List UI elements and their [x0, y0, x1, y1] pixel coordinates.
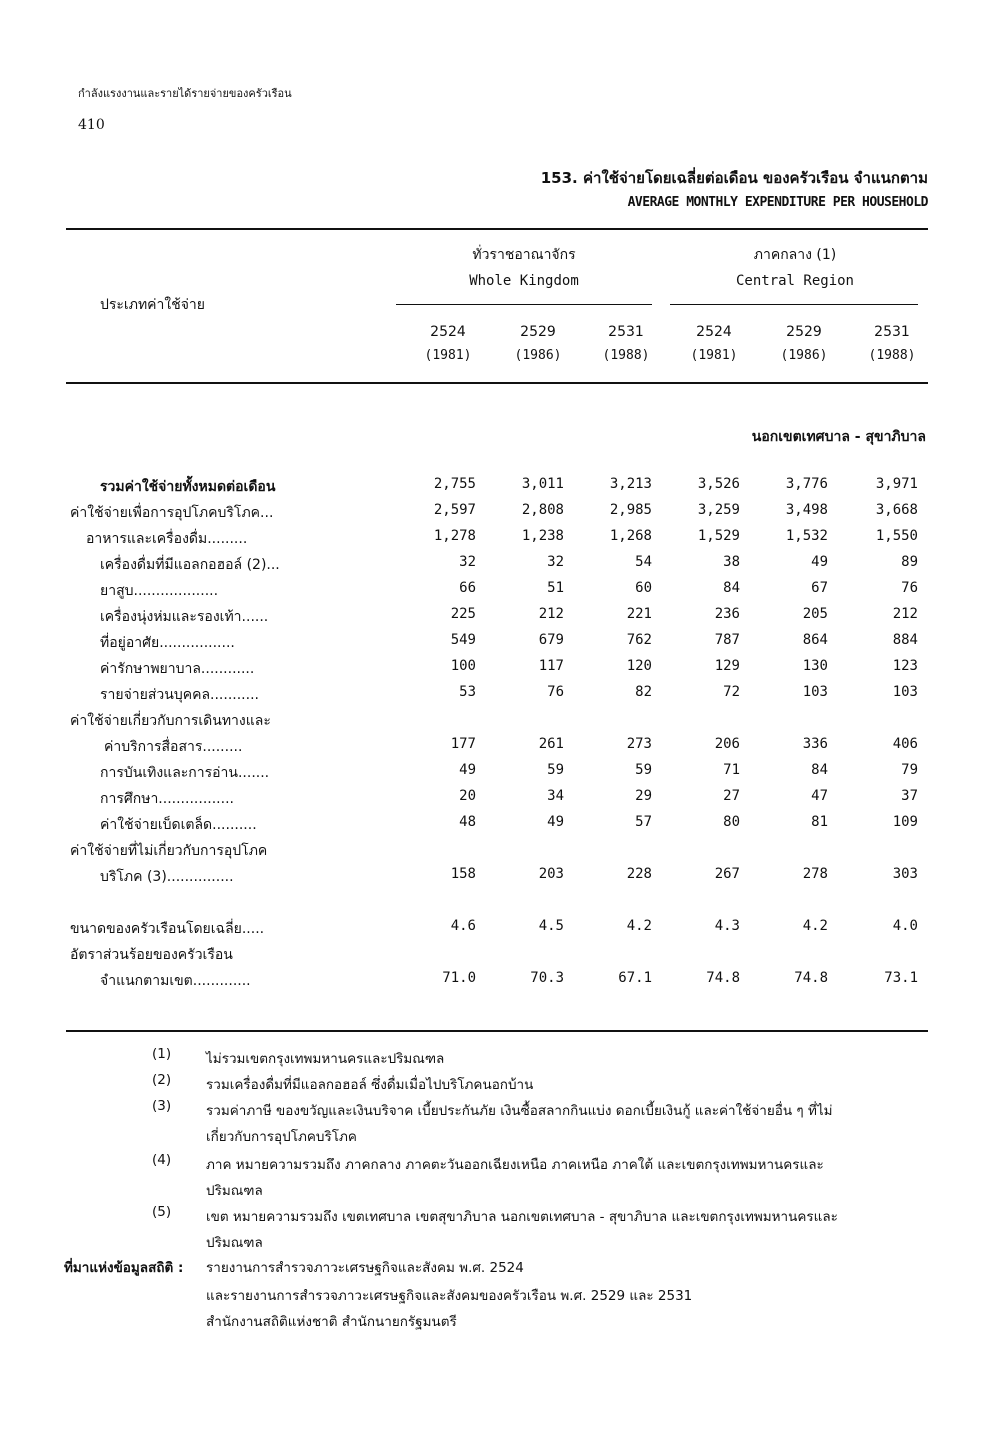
table-cell: 74.8: [706, 970, 740, 986]
table-cell: 221: [626, 606, 652, 622]
table-cell: 2,597: [433, 502, 476, 518]
row-label: ค่ารักษาพยาบาล............: [100, 661, 255, 677]
source-line: รายงานการสำรวจภาวะเศรษฐกิจและสังคม พ.ศ. 2524: [206, 1260, 524, 1276]
table-cell: 73.1: [884, 970, 918, 986]
year-ce: (1981): [690, 348, 738, 363]
table-cell: 84: [723, 580, 740, 596]
footnote-number: (4): [152, 1152, 172, 1168]
table-row: [0, 632, 990, 658]
year-ce: (1981): [424, 348, 472, 363]
table-cell: 123: [892, 658, 918, 674]
table-cell: 4.3: [714, 918, 740, 934]
row-label: ขนาดของครัวเรือนโดยเฉลี่ย.....: [70, 921, 265, 937]
table-cell: 4.5: [538, 918, 564, 934]
row-label: บริโภค (3)...............: [100, 869, 234, 885]
table-cell: 225: [450, 606, 476, 622]
table-title-english: AVERAGE MONTHLY EXPENDITURE PER HOUSEHOLD: [627, 195, 928, 210]
table-cell: 47: [811, 788, 828, 804]
table-title-thai: 153. ค่าใช้จ่ายโดยเฉลี่ยต่อเดือน ของครัวเรือน จำแนกตาม: [540, 169, 928, 187]
table-cell: 3,498: [785, 502, 828, 518]
footnote-text: เขต หมายความรวมถึง เขตเทศบาล เขตสุขาภิบาล นอกเขตเทศบาล - สุขาภิบาล และเขตกรุงเทพมหานครและปริมณฑล: [206, 1209, 838, 1251]
group-header-english: Whole Kingdom: [469, 273, 579, 289]
table-cell: 117: [538, 658, 564, 674]
footnote-number: (1): [152, 1046, 172, 1062]
table-row: [0, 684, 990, 710]
table-cell: 49: [547, 814, 564, 830]
row-label: การบันเทิงและการอ่าน.......: [100, 765, 270, 781]
group-header-central-region: [670, 242, 920, 294]
table-cell: 1,532: [785, 528, 828, 544]
table-cell: 273: [626, 736, 652, 752]
table-cell: 57: [635, 814, 652, 830]
year-be: 2529: [786, 324, 822, 340]
column-header: [764, 320, 844, 368]
year-ce: (1988): [602, 348, 650, 363]
table-cell: 884: [892, 632, 918, 648]
source-label: ที่มาแห่งข้อมูลสถิติ :: [64, 1260, 184, 1276]
table-cell: 82: [635, 684, 652, 700]
footnote-text: รวมเครื่องดื่มที่มีแอลกอฮอล์ ซึ่งดื่มเมื่อไปบริโภคนอกบ้าน: [206, 1077, 534, 1093]
table-cell: 3,776: [785, 476, 828, 492]
table-cell: 2,755: [433, 476, 476, 492]
table-cell: 81: [811, 814, 828, 830]
table-cell: 120: [626, 658, 652, 674]
table-cell: 70.3: [530, 970, 564, 986]
source-line: และรายงานการสำรวจภาวะเศรษฐกิจและสังคมของครัวเรือน พ.ศ. 2529 และ 2531: [206, 1288, 693, 1304]
year-be: 2531: [874, 324, 910, 340]
group-header-whole-kingdom: [394, 242, 654, 294]
table-cell: 67: [811, 580, 828, 596]
table-cell: 3,259: [697, 502, 740, 518]
table-cell: 406: [892, 736, 918, 752]
table-row: [0, 736, 990, 762]
table-cell: 32: [459, 554, 476, 570]
table-row: [0, 944, 990, 970]
table-cell: 2,985: [609, 502, 652, 518]
group-header-thai: ภาคกลาง (1): [753, 247, 837, 263]
row-label: รายจ่ายส่วนบุคคล...........: [100, 687, 259, 703]
table-cell: 4.0: [892, 918, 918, 934]
table-cell: 59: [547, 762, 564, 778]
table-cell: 236: [714, 606, 740, 622]
table-cell: 1,550: [875, 528, 918, 544]
year-ce: (1988): [868, 348, 916, 363]
table-row: [0, 840, 990, 866]
table-cell: 158: [450, 866, 476, 882]
table-cell: 29: [635, 788, 652, 804]
table-cell: 49: [459, 762, 476, 778]
row-label: อาหารและเครื่องดื่ม.........: [86, 531, 248, 547]
group-rule-whole-kingdom: [396, 304, 652, 305]
table-cell: 66: [459, 580, 476, 596]
table-cell: 38: [723, 554, 740, 570]
table-cell: 100: [450, 658, 476, 674]
year-ce: (1986): [780, 348, 828, 363]
table-cell: 84: [811, 762, 828, 778]
source-line: สำนักงานสถิติแห่งชาติ สำนักนายกรัฐมนตรี: [206, 1314, 457, 1330]
table-cell: 71: [723, 762, 740, 778]
table-cell: 79: [901, 762, 918, 778]
table-cell: 53: [459, 684, 476, 700]
column-header: [586, 320, 666, 368]
table-cell: 67.1: [618, 970, 652, 986]
table-cell: 49: [811, 554, 828, 570]
table-cell: 109: [892, 814, 918, 830]
table-cell: 4.6: [450, 918, 476, 934]
top-rule: [66, 228, 928, 230]
table-row: [0, 814, 990, 840]
footnote-text: ภาค หมายความรวมถึง ภาคกลาง ภาคตะวันออกเฉียงเหนือ ภาคเหนือ ภาคใต้ และเขตกรุงเทพมหานครและปริมณฑล: [206, 1157, 824, 1199]
row-label: เครื่องดื่มที่มีแอลกอฮอล์ (2)...: [100, 557, 280, 573]
footnote-text: ไม่รวมเขตกรุงเทพมหานครและปริมณฑล: [206, 1051, 445, 1067]
table-cell: 34: [547, 788, 564, 804]
footnote-text: รวมค่าภาษี ของขวัญและเงินบริจาค เบี้ยประกันภัย เงินซื้อสลากกินแบ่ง ดอกเบี้ยเงินกู้ และค่าใช้จ่ายอื่น ๆ ที่ไม่เกี่ยวกับการอุปโภคบริโภค: [206, 1103, 833, 1145]
row-label: ค่าใช้จ่ายเบ็ดเตล็ด..........: [100, 817, 257, 833]
table-cell: 206: [714, 736, 740, 752]
row-label: ยาสูบ...................: [100, 583, 219, 599]
table-cell: 71.0: [442, 970, 476, 986]
table-cell: 80: [723, 814, 740, 830]
year-be: 2531: [608, 324, 644, 340]
table-row: [0, 554, 990, 580]
table-cell: 76: [547, 684, 564, 700]
table-cell: 278: [802, 866, 828, 882]
table-cell: 74.8: [794, 970, 828, 986]
table-cell: 60: [635, 580, 652, 596]
table-cell: 261: [538, 736, 564, 752]
table-cell: 20: [459, 788, 476, 804]
table-cell: 76: [901, 580, 918, 596]
table-cell: 1,268: [609, 528, 652, 544]
row-label: เครื่องนุ่งห่มและรองเท้า......: [100, 609, 269, 625]
table-cell: 212: [538, 606, 564, 622]
table-cell: 89: [901, 554, 918, 570]
table-cell: 3,011: [521, 476, 564, 492]
table-cell: 103: [802, 684, 828, 700]
table-row: [0, 476, 990, 502]
row-label: ค่าใช้จ่ายเกี่ยวกับการเดินทางและ: [70, 713, 271, 729]
table-cell: 1,278: [433, 528, 476, 544]
table-cell: 37: [901, 788, 918, 804]
row-label: ที่อยู่อาศัย.................: [100, 635, 235, 651]
column-header: [852, 320, 932, 368]
page-number: 410: [78, 117, 105, 133]
table-cell: 3,971: [875, 476, 918, 492]
table-row: [0, 658, 990, 684]
table-cell: 1,238: [521, 528, 564, 544]
table-cell: 48: [459, 814, 476, 830]
table-cell: 177: [450, 736, 476, 752]
table-cell: 1,529: [697, 528, 740, 544]
table-row: [0, 710, 990, 736]
table-row: [0, 788, 990, 814]
table-row: [0, 866, 990, 892]
table-cell: 129: [714, 658, 740, 674]
header-bottom-rule: [66, 382, 928, 384]
table-cell: 103: [892, 684, 918, 700]
table-cell: 4.2: [626, 918, 652, 934]
footnote-number: (5): [152, 1204, 172, 1220]
table-cell: 267: [714, 866, 740, 882]
row-label: จำแนกตามเขต.............: [100, 973, 251, 989]
stub-header: ประเภทค่าใช้จ่าย: [100, 297, 205, 313]
table-row: [0, 762, 990, 788]
row-label: ค่าใช้จ่ายเพื่อการอุปโภคบริโภค...: [70, 505, 274, 521]
footnote-number: (2): [152, 1072, 172, 1088]
area-subtitle: นอกเขตเทศบาล - สุขาภิบาล: [751, 429, 926, 445]
table-cell: 303: [892, 866, 918, 882]
table-row: [0, 502, 990, 528]
row-label: การศึกษา.................: [100, 791, 234, 807]
running-title: กำลังแรงงานและรายได้รายจ่ายของครัวเรือน: [78, 87, 292, 100]
group-header-thai: ทั่วราชอาณาจักร: [472, 247, 576, 263]
table-cell: 3,668: [875, 502, 918, 518]
table-cell: 787: [714, 632, 740, 648]
table-cell: 336: [802, 736, 828, 752]
table-cell: 3,526: [697, 476, 740, 492]
table-cell: 549: [450, 632, 476, 648]
table-row: [0, 580, 990, 606]
group-rule-central-region: [670, 304, 918, 305]
table-row: [0, 528, 990, 554]
table-cell: 130: [802, 658, 828, 674]
column-header: [498, 320, 578, 368]
table-cell: 228: [626, 866, 652, 882]
year-be: 2524: [430, 324, 466, 340]
table-cell: 3,213: [609, 476, 652, 492]
table-cell: 72: [723, 684, 740, 700]
row-label: ค่าใช้จ่ายที่ไม่เกี่ยวกับการอุปโภค: [70, 843, 268, 859]
column-header: [408, 320, 488, 368]
table-cell: 203: [538, 866, 564, 882]
table-row: [0, 970, 990, 996]
table-row: [0, 918, 990, 944]
table-cell: 679: [538, 632, 564, 648]
table-cell: 762: [626, 632, 652, 648]
table-row: [0, 606, 990, 632]
table-cell: 51: [547, 580, 564, 596]
year-be: 2529: [520, 324, 556, 340]
row-label: รวมค่าใช้จ่ายทั้งหมดต่อเดือน: [100, 479, 276, 495]
year-ce: (1986): [514, 348, 562, 363]
table-cell: 54: [635, 554, 652, 570]
table-cell: 4.2: [802, 918, 828, 934]
year-be: 2524: [696, 324, 732, 340]
table-cell: 205: [802, 606, 828, 622]
table-cell: 59: [635, 762, 652, 778]
table-cell: 864: [802, 632, 828, 648]
footnote-number: (3): [152, 1098, 172, 1114]
row-label: อัตราส่วนร้อยของครัวเรือน: [70, 947, 233, 963]
group-header-english: Central Region: [735, 273, 854, 289]
table-cell: 2,808: [521, 502, 564, 518]
table-cell: 212: [892, 606, 918, 622]
column-header: [674, 320, 754, 368]
bottom-rule: [66, 1030, 928, 1032]
table-cell: 27: [723, 788, 740, 804]
row-label: ค่าบริการสื่อสาร.........: [104, 739, 243, 755]
table-cell: 32: [547, 554, 564, 570]
